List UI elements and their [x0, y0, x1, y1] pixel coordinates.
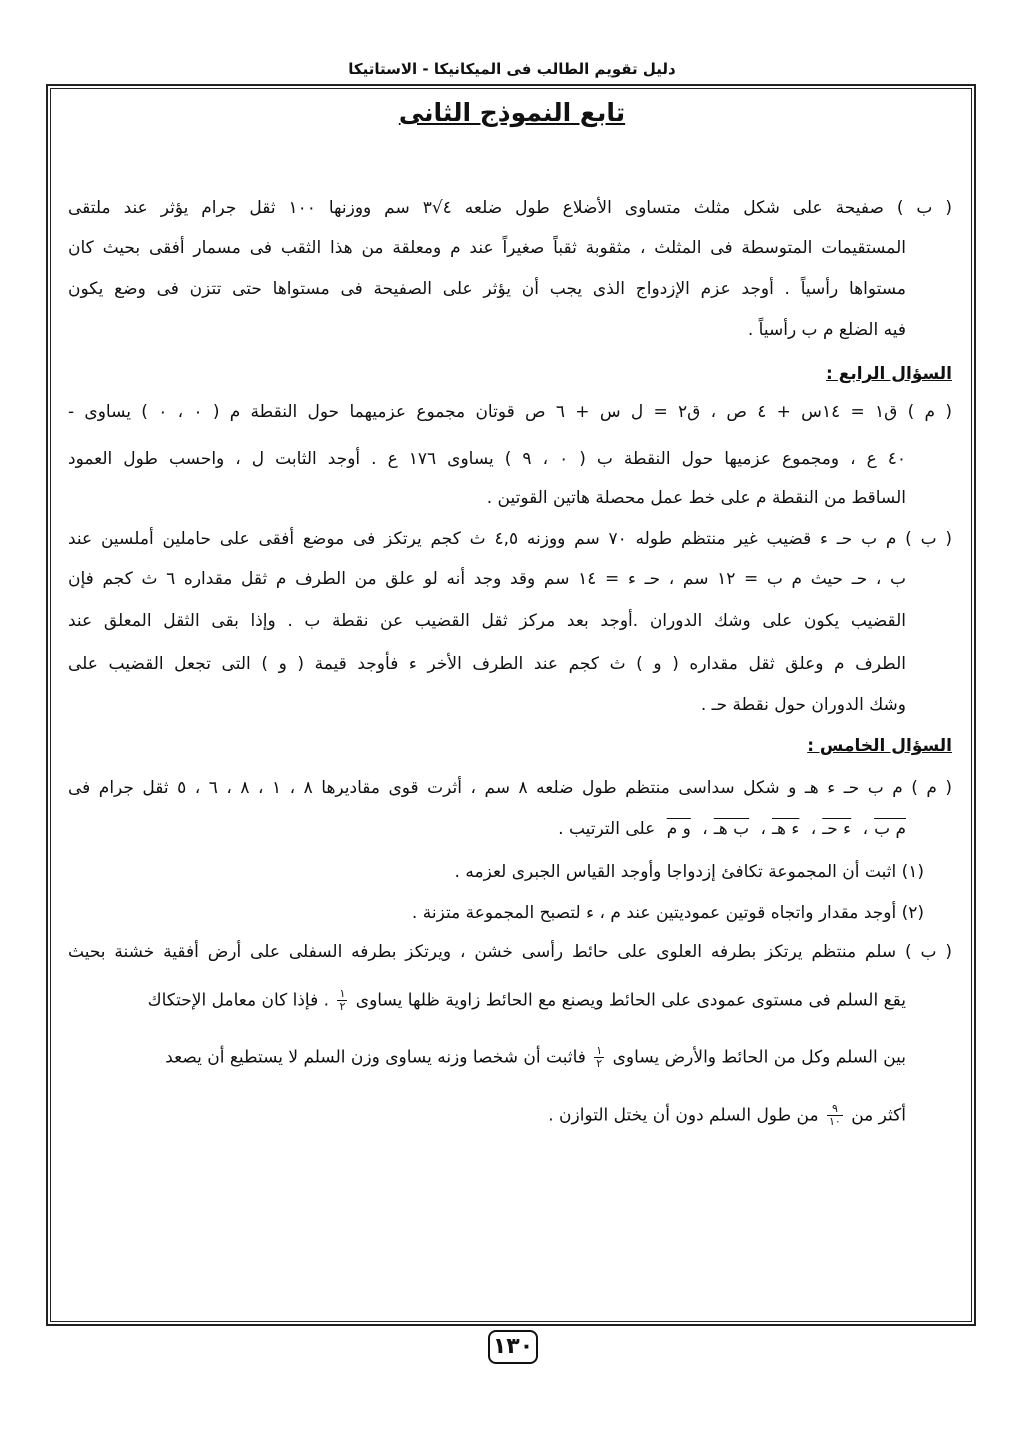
q5-a-item-2: (٢) أوجد مقدار واتجاه قوتين عموديتين عند م ، ء لتصبح المجموعة متزنة . [411, 903, 924, 923]
vector-1: م ب [874, 819, 906, 839]
q4-b-line-1: ( ب ) م ب حـ ء قضيب غير منتظم طوله ٧٠ سم ووزنه ٤,٥ ث كجم يرتكز فى موضع أفقى على حاملين أملسين عند [68, 529, 953, 549]
fraction-friction: $\frac{١}{٢}$ [596, 1044, 603, 1070]
vector-4: ب هـ [713, 819, 750, 839]
page-number: ١٣٠ [488, 1330, 538, 1364]
page-title: تابع النموذج الثانى [398, 98, 626, 127]
q4-a-line-2: ٤٠ ع ، ومجموع عزميها حول النقطة ب ( ٠ ، ٩ ) يساوى ١٧٦ ع . أوجد الثابت ل ، واحسب طول العمود [68, 449, 907, 469]
q4-b-line-4: الطرف م وعلق ثقل مقداره ( و ) ث كجم عند الطرف الأخر ء فأوجد قيمة ( و ) التى تجعل القضيب على [68, 654, 906, 674]
q5-a-item-1: (١) اثبت أن المجموعة تكافئ إزدواجا وأوجد القياس الجبرى لعزمه . [454, 862, 924, 882]
q5-heading: السؤال الخامس : [807, 736, 952, 756]
part-b-line-3: مستواها رأسياً . أوجد عزم الإزدواج الذى يجب أن يؤثر على الصفيحة فى مستواها حتى تتزن فى وضع يكون [68, 279, 906, 299]
q4-b-line-3: القضيب يكون على وشك الدوران .أوجد بعد مركز ثقل القضيب عن نقطة ب . وإذا بقى الثقل المعلق عند [68, 611, 906, 631]
q4-a-line-3: الساقط من النقطة م على خط عمل محصلة هاتين القوتين . [486, 488, 906, 508]
q4-a-line-1: ( م ) ق١ = ١٤س + ٤ ص ، ق٢ = ل س + ٦ ص قوتان مجموع عزميهما حول النقطة م ( ٠ ، ٠ ) يساوى - [68, 402, 952, 422]
q5-a-line-1: ( م ) م ب حـ ء هـ و شكل سداسى منتظم طول ضلعه ٨ سم ، أثرت قوى مقاديرها ٨ ، ١ ، ٨ ، ٦ ، ٥ ثقل جرام فى [68, 778, 953, 798]
q5-b-line-2: يقع السلم فى مستوى عمودى على الحائط ويصنع مع الحائط زاوية ظلها يساوى $\frac{١}{٢}$ . فإذا كان معامل الإحتكاك [147, 987, 906, 1013]
fraction-portion: $\frac{٩}{١٠}$ [828, 1102, 841, 1128]
vector-5: و م [666, 819, 691, 839]
fraction-tan: $\frac{١}{٢}$ [339, 987, 346, 1013]
q5-b-line-3: بين السلم وكل من الحائط والأرض يساوى $\frac{١}{٢}$ فاثبت أن شخصا وزنه يساوى وزن السلم لا يستطيع أن يصعد [165, 1044, 906, 1070]
q4-b-line-5: وشك الدوران حول نقطة حـ . [700, 695, 906, 715]
part-b-line-1: ( ب ) صفيحة على شكل مثلث متساوى الأضلاع طول ضلعه ٤√٣ سم ووزنها ١٠٠ ثقل جرام يؤثر عند ملتقى [68, 198, 952, 218]
q5-vector-list: م ب، ء حـ، ء هـ، ب هـ، و م على الترتيب . [558, 819, 906, 839]
vector-3: ء هـ [772, 819, 800, 839]
q5-b-line-4: أكثر من $\frac{٩}{١٠}$ من طول السلم دون أن يختل التوازن . [548, 1102, 906, 1128]
part-b-line-2: المستقيمات المتوسطة فى المثلث ، مثقوبة ثقباً صغيراً عند م ومعلقة من هذا الثقب فى مسمار أفقى بحيث كان [68, 238, 906, 258]
part-b-line-4: فيه الضلع م ب رأسياً . [747, 320, 906, 340]
q4-heading: السؤال الرابع : [826, 364, 952, 384]
vector-suffix: على الترتيب . [558, 819, 656, 839]
vector-2: ء حـ [822, 819, 852, 839]
q5-b-line-1: ( ب ) سلم منتظم يرتكز بطرفه العلوى على حائط رأسى خشن ، ويرتكز بطرفه السفلى على أرض أفقية خشنة بحيث [68, 942, 952, 962]
q4-b-line-2: ب ، حـ حيث م ب = ١٢ سم ، حـ ء = ١٤ سم وقد وجد أنه لو علق من الطرف م ثقل مقداره ٦ ث كجم فإن [68, 569, 907, 589]
running-header: دليل تقويم الطالب فى الميكانيكا - الاستاتيكا [348, 60, 676, 78]
